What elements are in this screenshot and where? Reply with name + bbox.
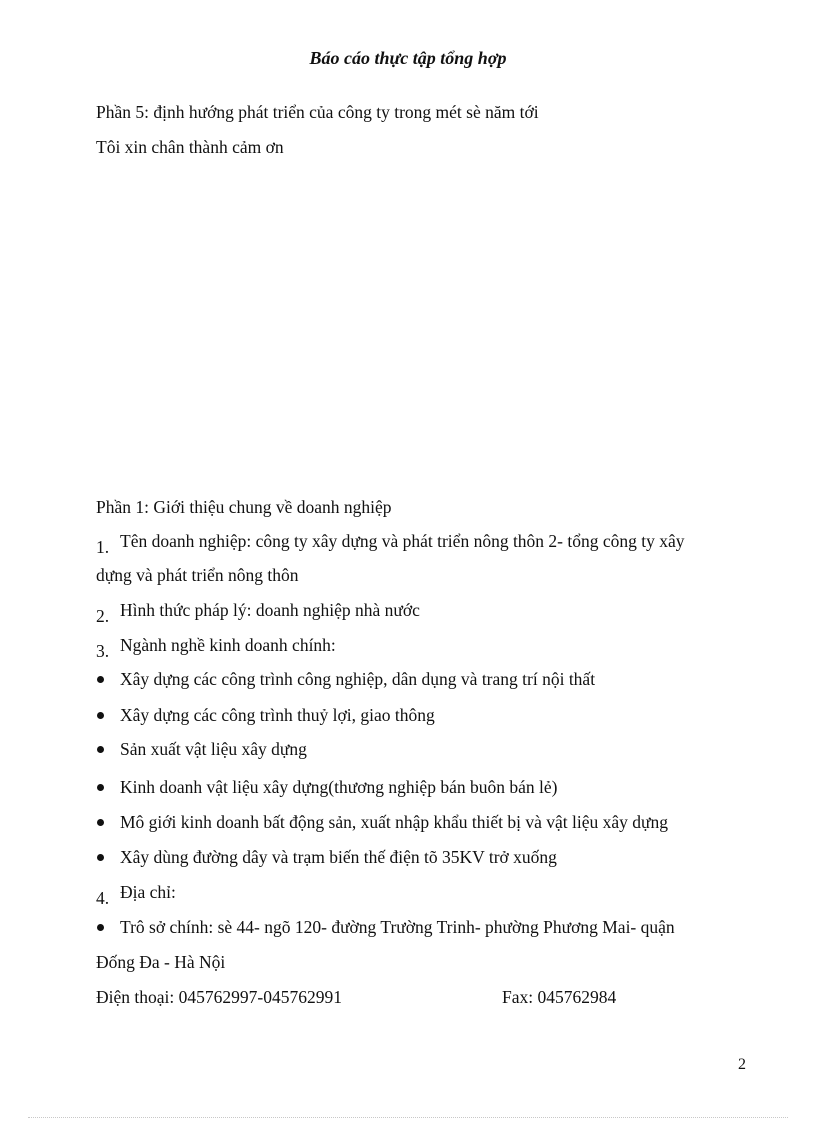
bullet-dot-icon [97, 712, 104, 719]
bullet-dot-icon [97, 784, 104, 791]
phone-line: Điện thoại: 045762997-045762991 [96, 987, 342, 1007]
bullet-dot-icon [97, 676, 104, 683]
list-number: 1. [96, 537, 110, 557]
list-number: 3. [96, 641, 110, 661]
bullet-text: Xây dựng các công trình thuỷ lợi, giao thông [120, 705, 435, 725]
page-bottom-divider [28, 1117, 788, 1118]
bullet-text: Kinh doanh vật liệu xây dựng(thương nghiệp bán buôn bán lẻ) [120, 777, 558, 797]
section1-title: Phần 1: Giới thiệu chung về doanh nghiệp [96, 497, 392, 517]
bullet-text: Mô giới kinh doanh bất động sản, xuất nhập khẩu thiết bị và vật liệu xây dựng [120, 812, 669, 832]
bullet-dot-icon [97, 819, 104, 826]
list-number: 2. [96, 606, 110, 626]
headquarters-line2: Đống Đa - Hà Nội [96, 952, 226, 972]
part5-heading: Phần 5: định hướng phát triển của công ty trong mét sè năm tới [96, 102, 539, 122]
bullet-dot-icon [97, 924, 104, 931]
company-name-line2: dựng và phát triển nông thôn [96, 565, 299, 585]
list-number: 4. [96, 888, 110, 908]
address-label: Địa chỉ: [120, 882, 176, 902]
bullet-text: Xây dùng đường dây và trạm biến thế điện tõ 35KV trở xuống [120, 847, 557, 867]
fax-line: Fax: 045762984 [502, 987, 617, 1007]
page-number: 2 [738, 1056, 746, 1073]
business-lines-text: Ngành nghề kinh doanh chính: [120, 635, 336, 655]
bullet-dot-icon [97, 746, 104, 753]
bullet-dot-icon [97, 854, 104, 861]
bullet-text: Xây dựng các công trình công nghiệp, dân dụng và trang trí nội thất [120, 669, 596, 689]
legal-form-text: Hình thức pháp lý: doanh nghiệp nhà nước [120, 600, 420, 620]
page-header-title: Báo cáo thực tập tổng hợp [309, 48, 507, 68]
headquarters-line1: Trô sở chính: sè 44- ngõ 120- đường Trường Trinh- phường Phương Mai- quận [120, 917, 675, 937]
bullet-text: Sản xuất vật liệu xây dựng [120, 739, 307, 759]
company-name-line1: Tên doanh nghiệp: công ty xây dựng và phát triển nông thôn 2- tổng công ty xây [120, 531, 685, 551]
thanks-line: Tôi xin chân thành cảm ơn [96, 137, 284, 157]
